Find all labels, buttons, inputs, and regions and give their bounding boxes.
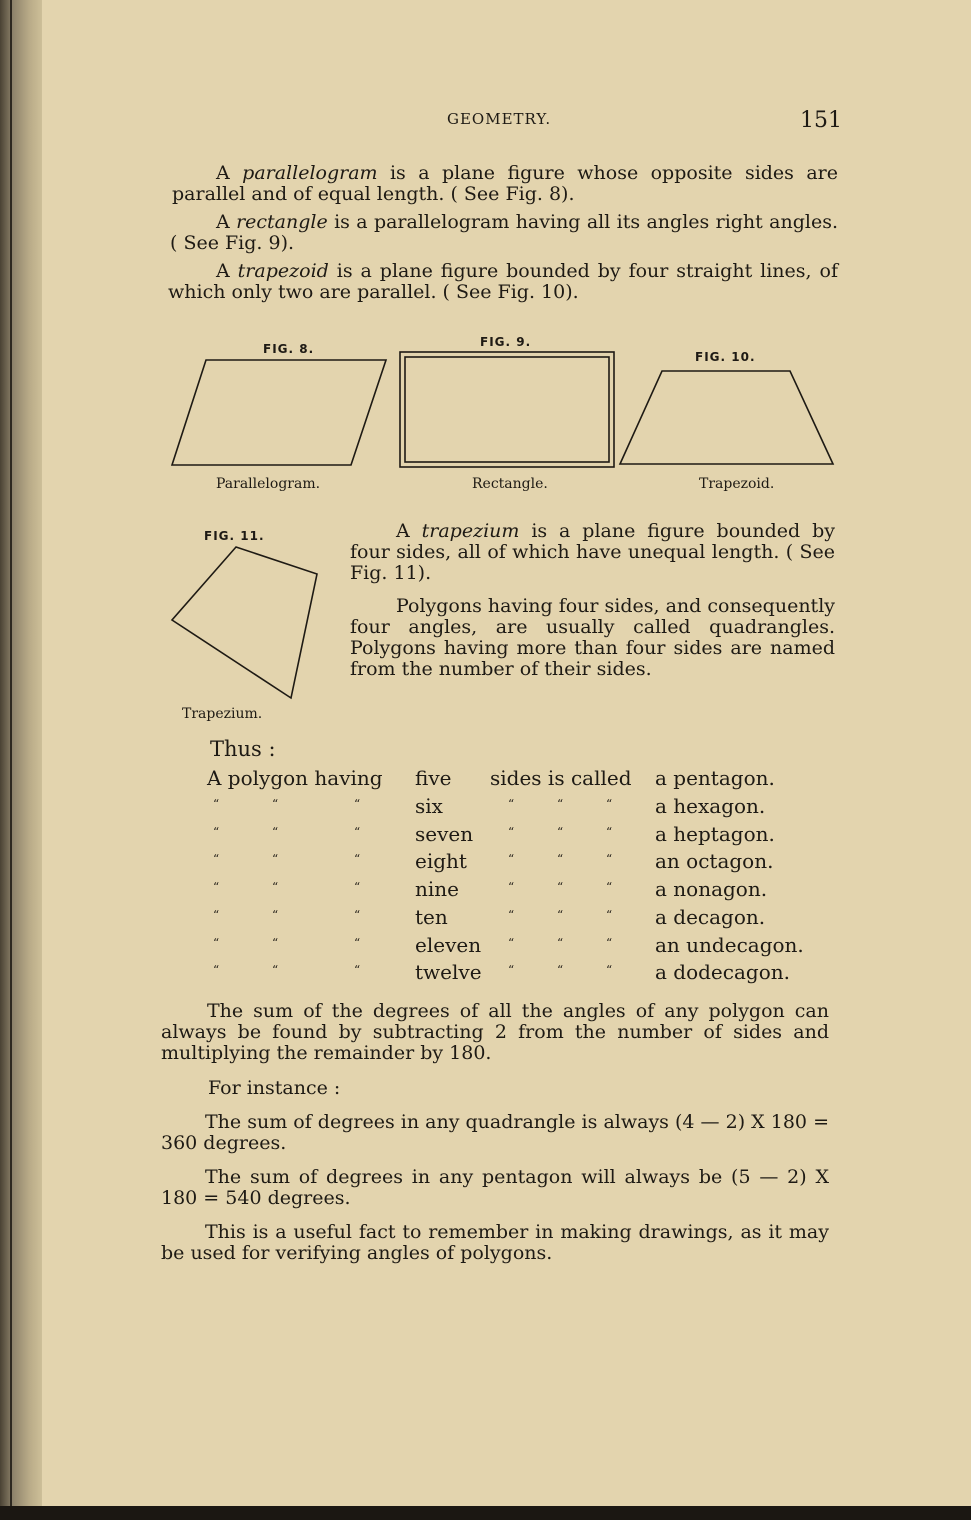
thus-label: Thus : [210,737,276,761]
quadrangle-example [161,1112,829,1154]
ditto-mark: “ [213,852,220,867]
ditto-mark: “ [272,852,279,867]
ditto-mark: “ [557,907,564,922]
fig10-label: FIG. 10. [695,350,756,364]
ditto-mark: “ [354,852,361,867]
page-bottom-edge [0,1506,971,1520]
table-count: nine [415,877,459,902]
ditto-mark: “ [272,963,279,978]
ditto-mark: “ [557,797,564,811]
ditto-mark: “ [606,963,613,978]
ditto-mark: “ [557,935,564,950]
ditto-mark: “ [606,907,613,922]
table-count: ten [415,904,448,929]
fig8-caption: Parallelogram. [216,476,321,492]
table-polygon-name: a hexagon. [655,794,766,818]
definition-text: is a plane figure whose opposite sides are parallel and of equal length. ( See Fig. 8). [172,162,839,205]
definition-lead: A [396,520,422,542]
ditto-mark: “ [354,824,361,839]
ditto-mark: “ [508,797,515,811]
table-count-first: five [415,766,452,790]
pentagon-example-text: The sum of degrees in any pentagon will always be (5 — 2) X 180 = 540 degrees. [161,1166,829,1209]
ditto-mark: “ [508,963,515,978]
table-count: eleven [415,932,482,957]
fig9-caption: Rectangle. [472,476,548,492]
ditto-mark: “ [213,824,220,839]
running-title: GEOMETRY. [447,110,552,128]
definition-text: is a plane figure bounded by four sides, all of which have unequal length. ( See Fig. 11). [350,520,835,584]
pentagon-example [161,1167,829,1209]
for-instance: For instance : [208,1077,341,1099]
ditto-mark: “ [557,963,564,978]
ditto-mark: “ [272,824,279,839]
ditto-mark: “ [508,880,515,895]
trapezium-definition [350,521,835,584]
table-count: six [415,794,443,818]
definition-text: is a parallelogram having all its angles right angles. ( See Fig. 9). [170,211,838,254]
ditto-mark: “ [213,880,220,895]
definition-lead: A [216,162,243,184]
ditto-mark: “ [354,935,361,950]
trapezium-shape [172,547,317,698]
ditto-mark: “ [606,852,613,867]
table-polygon-name: a dodecagon. [655,960,790,985]
table-col1: A polygon having [207,766,383,790]
fig8-label: FIG. 8. [263,342,315,356]
ditto-mark: “ [272,935,279,950]
definition-term: parallelogram [242,162,378,184]
ditto-mark: “ [354,797,361,811]
ditto-mark: “ [557,824,564,839]
ditto-mark: “ [508,907,515,922]
ditto-mark: “ [508,935,515,950]
ditto-mark: “ [213,963,220,978]
definition-lead: A [216,211,237,233]
ditto-mark: “ [272,797,279,811]
ditto-mark: “ [354,907,361,922]
angle-sum-text: The sum of the degrees of all the angles of any polygon can always be found by subtracting 2 from the number of sides and multiplying the remainder by 180. [161,1000,829,1064]
ditto-mark: “ [557,852,564,867]
definition-term: trapezium [421,520,520,542]
table-count: seven [415,821,474,846]
definition-text: is a plane figure bounded by four straight lines, of which only two are parallel. ( See Fig. 10). [168,260,838,303]
ditto-mark: “ [606,880,613,895]
polygon-table-first-row [207,765,383,793]
ditto-mark: “ [606,935,613,950]
table-polygon-name: a decagon. [655,904,766,929]
ditto-mark: “ [213,797,220,811]
closing-paragraph-text: This is a useful fact to remember in making drawings, as it may be used for verifying angles of polygons. [161,1221,829,1264]
ditto-mark: “ [354,963,361,978]
definition-lead: A [216,260,238,282]
fig10-caption: Trapezoid. [699,476,775,492]
ditto-mark: “ [508,852,515,867]
closing-paragraph [161,1222,829,1264]
table-polygon-name: a heptagon. [655,821,775,846]
fig11-label: FIG. 11. [204,529,265,543]
ditto-mark: “ [606,797,613,811]
table-name-first: a pentagon. [655,766,775,790]
ditto-mark: “ [272,907,279,922]
table-count: twelve [415,960,482,985]
definition-term: rectangle [236,211,328,233]
page-number: 151 [800,108,842,133]
polygons-paragraph-text: Polygons having four sides, and consequently four angles, are usually called quadrangles. Polygons having more than four sides are named from the number of their sides. [350,595,836,680]
fig9-label: FIG. 9. [480,335,532,349]
ditto-mark: “ [272,880,279,895]
table-count: eight [415,849,467,874]
ditto-mark: “ [606,824,613,839]
table-polygon-name: an octagon. [655,849,774,874]
ditto-mark: “ [508,824,515,839]
quadrangle-example-text: The sum of degrees in any quadrangle is always (4 — 2) X 180 = 360 degrees. [161,1111,829,1154]
angle-sum-paragraph [161,1001,829,1064]
fig11-caption: Trapezium. [182,706,263,722]
ditto-mark: “ [354,880,361,895]
polygons-paragraph [350,596,835,680]
ditto-mark: “ [213,935,220,950]
table-polygon-name: a nonagon. [655,877,768,902]
table-polygon-name: an undecagon. [655,932,804,957]
ditto-mark: “ [213,907,220,922]
definition-term: trapezoid [237,260,329,282]
table-col3-first: sides is called [490,766,632,790]
ditto-mark: “ [557,880,564,895]
